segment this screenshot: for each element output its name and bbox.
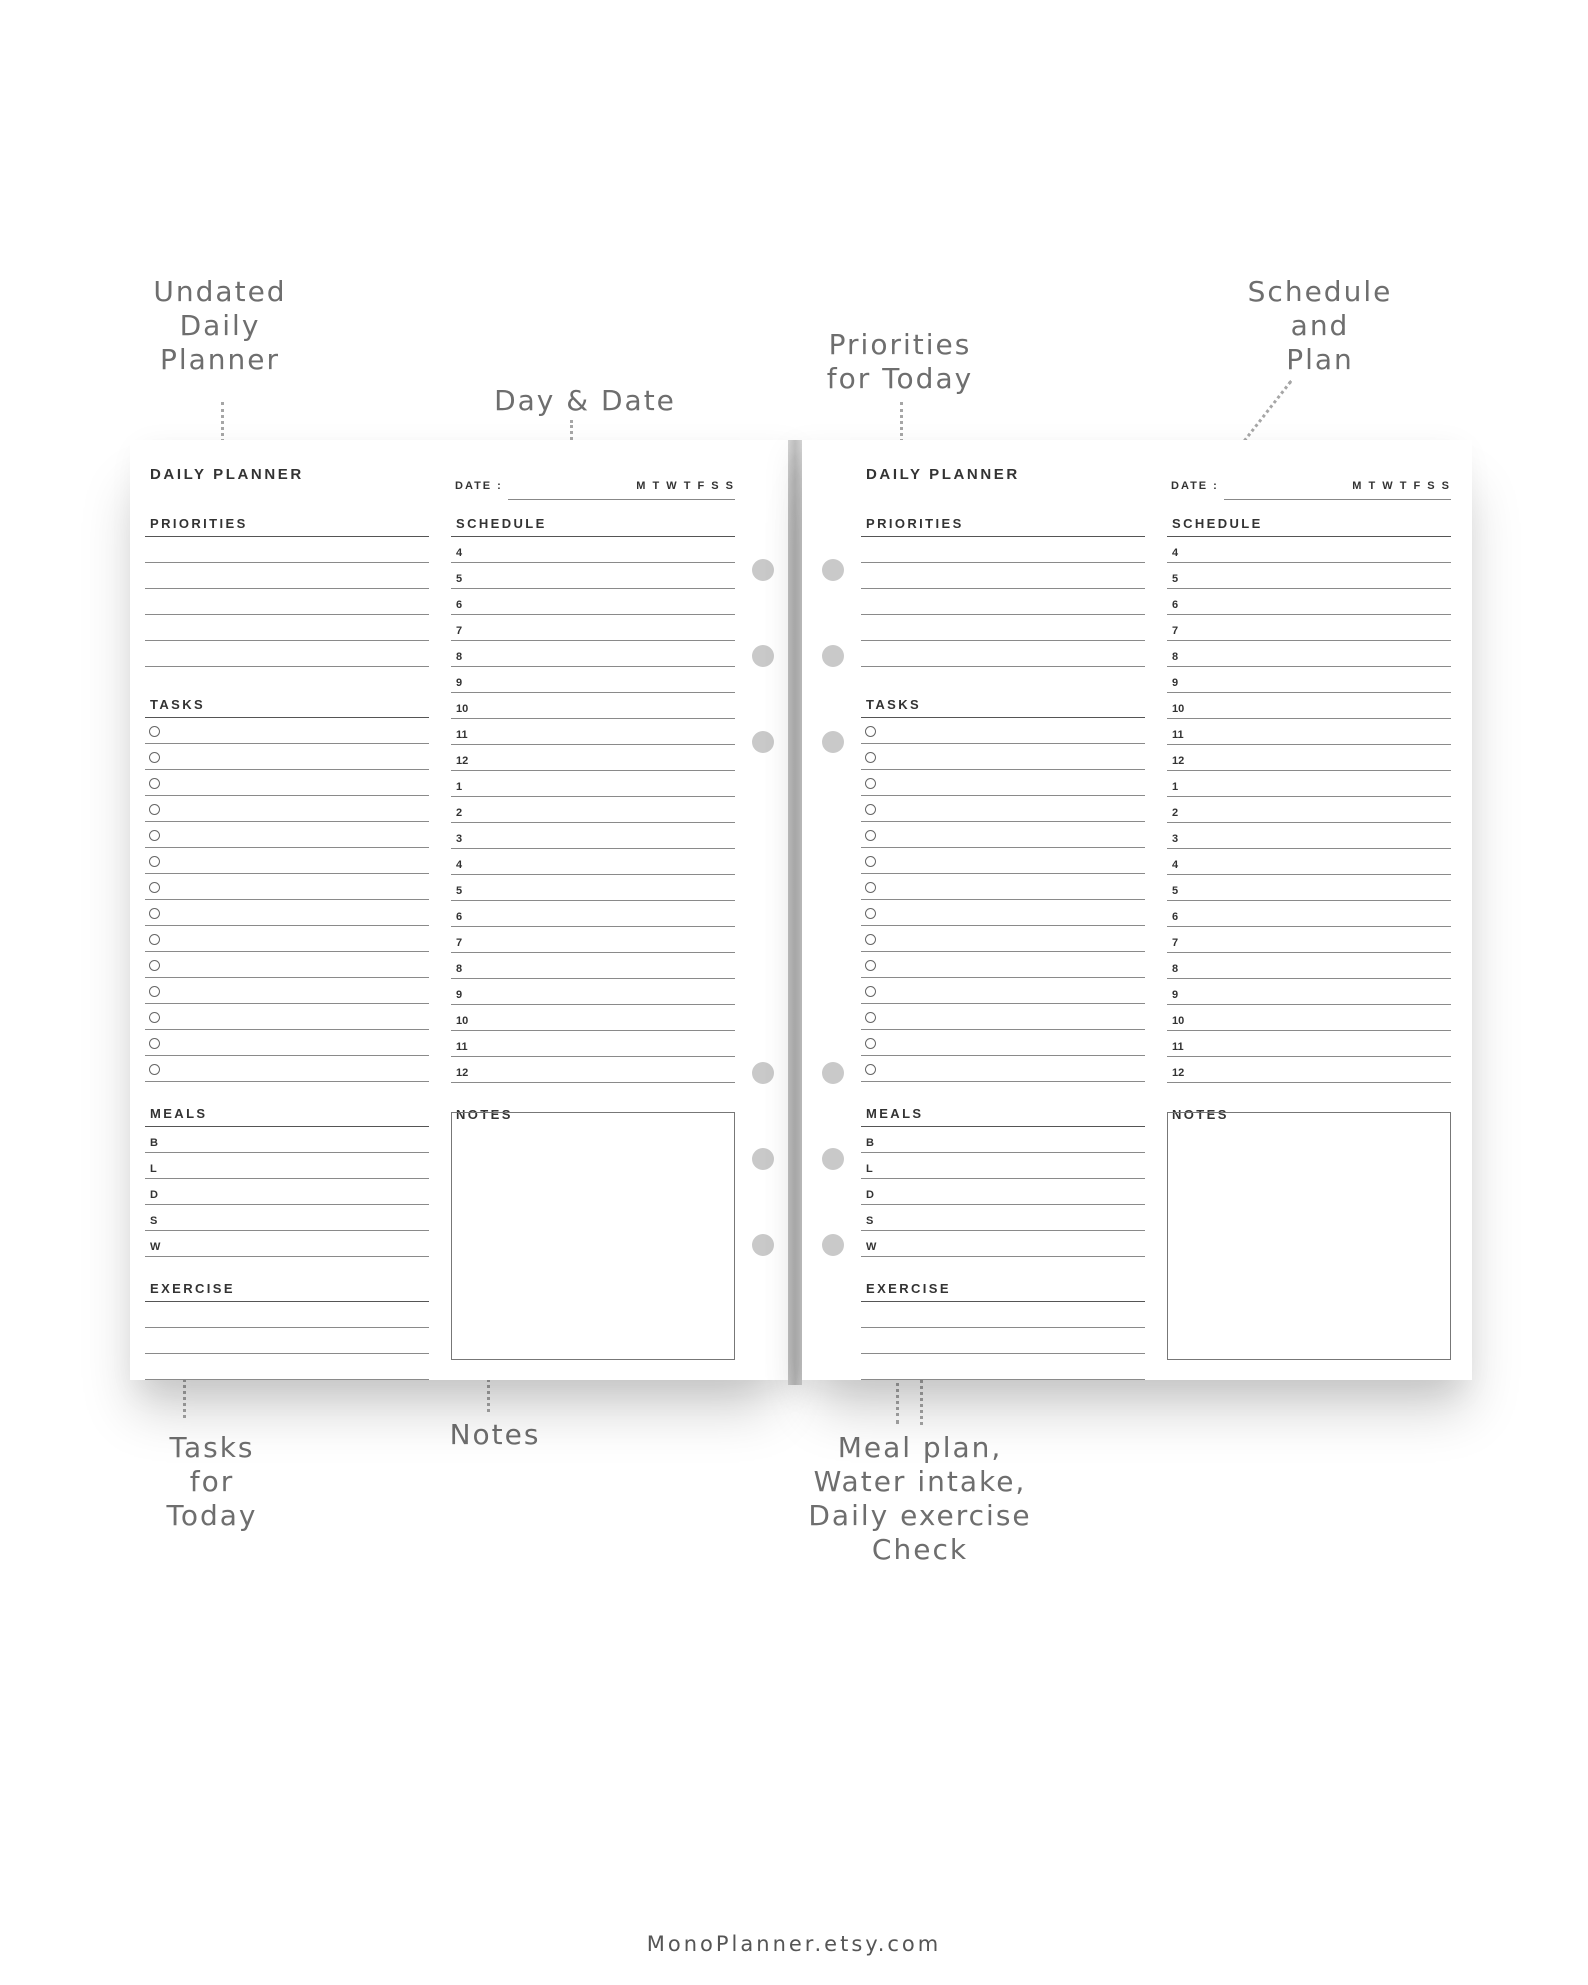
checkbox-circle-icon [865, 752, 876, 763]
schedule-row-label: 10 [456, 703, 469, 715]
binder-hole [822, 731, 844, 753]
checkbox-circle-icon [865, 1064, 876, 1075]
schedule-row-label: 12 [456, 1067, 469, 1079]
meal-row-label: S [866, 1215, 874, 1227]
priority-row [145, 589, 429, 615]
schedule-row-label: 8 [1172, 651, 1179, 663]
checkbox-circle-icon [149, 778, 160, 789]
task-row [145, 978, 429, 1004]
schedule-row [1167, 953, 1451, 979]
footer-url: MonoPlanner.etsy.com [646, 1932, 942, 1956]
task-row [861, 718, 1145, 744]
meals-list [145, 1127, 429, 1257]
meal-row-label: L [866, 1163, 873, 1175]
schedule-row-label: 9 [1172, 677, 1179, 689]
task-row [861, 1056, 1145, 1082]
task-row [145, 952, 429, 978]
exercise-row [861, 1328, 1145, 1354]
right-page [802, 440, 1472, 1380]
meal-row [145, 1153, 429, 1179]
schedule-row [451, 563, 735, 589]
meal-row [145, 1231, 429, 1257]
checkbox-circle-icon [865, 960, 876, 971]
checkbox-circle-icon [865, 986, 876, 997]
schedule-row [1167, 927, 1451, 953]
schedule-column [1167, 516, 1451, 1127]
exercise-row [145, 1328, 429, 1354]
binder-spine [788, 440, 802, 1385]
date-line [508, 499, 735, 500]
priority-row [861, 615, 1145, 641]
meal-row-label: W [150, 1241, 161, 1253]
meal-row-label: D [150, 1189, 158, 1201]
schedule-row [451, 1005, 735, 1031]
schedule-row [1167, 1005, 1451, 1031]
schedule-row [1167, 1057, 1451, 1083]
schedule-row [1167, 901, 1451, 927]
schedule-row-label: 6 [1172, 599, 1179, 611]
schedule-row [1167, 979, 1451, 1005]
schedule-row-label: 8 [456, 651, 463, 663]
schedule-row [1167, 667, 1451, 693]
task-row [145, 1004, 429, 1030]
schedule-row-label: 10 [456, 1015, 469, 1027]
checkbox-circle-icon [149, 882, 160, 893]
schedule-row-label: 4 [1172, 859, 1179, 871]
checkbox-circle-icon [149, 726, 160, 737]
schedule-row [451, 693, 735, 719]
binder-hole [752, 1062, 774, 1084]
schedule-row-label: 5 [1172, 885, 1179, 897]
schedule-row-label: 9 [1172, 989, 1179, 1001]
priority-row [861, 641, 1145, 667]
schedule-row-label: 12 [1172, 755, 1185, 767]
binder-hole [752, 1148, 774, 1170]
callout-priorities: Priorities for Today [826, 328, 974, 395]
checkbox-circle-icon [865, 934, 876, 945]
task-row [145, 900, 429, 926]
task-row [861, 744, 1145, 770]
left-page [130, 440, 788, 1380]
task-row [145, 718, 429, 744]
checkbox-circle-icon [865, 726, 876, 737]
schedule-label: SCHEDULE [1172, 516, 1263, 531]
planner-title: DAILY PLANNER [150, 466, 304, 483]
meal-row-label: S [150, 1215, 158, 1227]
schedule-row [451, 1031, 735, 1057]
exercise-row [861, 1354, 1145, 1380]
schedule-row [451, 771, 735, 797]
notes-box [451, 1112, 735, 1360]
notes-label: NOTES [456, 1107, 513, 1122]
tasks-list [145, 718, 429, 1082]
callout-notes: Notes [449, 1418, 541, 1451]
schedule-row [451, 745, 735, 771]
meal-row [861, 1153, 1145, 1179]
meal-row-label: D [866, 1189, 874, 1201]
date-line [1224, 499, 1451, 500]
date-label: DATE : [1171, 480, 1219, 492]
schedule-row-label: 10 [1172, 703, 1185, 715]
schedule-row-label: 11 [1172, 729, 1184, 741]
schedule-row-label: 4 [456, 547, 463, 559]
schedule-row [451, 849, 735, 875]
task-row [145, 874, 429, 900]
checkbox-circle-icon [149, 830, 160, 841]
priorities-label: PRIORITIES [150, 516, 248, 531]
schedule-row-label: 10 [1172, 1015, 1185, 1027]
task-row [861, 926, 1145, 952]
schedule-row-label: 11 [456, 1041, 468, 1053]
checkbox-circle-icon [149, 986, 160, 997]
task-row [861, 848, 1145, 874]
schedule-row-label: 7 [456, 625, 463, 637]
left-column [145, 516, 429, 1380]
schedule-row [1167, 563, 1451, 589]
callout-tasks: Tasks for Today [166, 1431, 258, 1532]
left-column [861, 516, 1145, 1380]
checkbox-circle-icon [865, 908, 876, 919]
checkbox-circle-icon [865, 856, 876, 867]
meal-row [145, 1205, 429, 1231]
callout-schedule: Schedule and Plan [1247, 275, 1393, 376]
priorities-list [861, 537, 1145, 667]
schedule-row [1167, 823, 1451, 849]
meal-row-label: B [150, 1137, 158, 1149]
schedule-row [1167, 589, 1451, 615]
priority-row [145, 615, 429, 641]
binder-hole [822, 1234, 844, 1256]
schedule-row-label: 6 [456, 911, 463, 923]
checkbox-circle-icon [149, 1038, 160, 1049]
schedule-list [1167, 537, 1451, 1083]
schedule-row [451, 875, 735, 901]
exercise-list [145, 1302, 429, 1380]
exercise-list [861, 1302, 1145, 1380]
binder-hole [822, 645, 844, 667]
schedule-row [451, 719, 735, 745]
schedule-row [451, 901, 735, 927]
schedule-row [451, 641, 735, 667]
meal-row-label: B [866, 1137, 874, 1149]
schedule-row-label: 5 [456, 885, 463, 897]
meal-row [145, 1127, 429, 1153]
binder-hole [752, 1234, 774, 1256]
schedule-row-label: 6 [1172, 911, 1179, 923]
schedule-row-label: 1 [1172, 781, 1179, 793]
notes-box [1167, 1112, 1451, 1360]
checkbox-circle-icon [865, 804, 876, 815]
schedule-row [1167, 849, 1451, 875]
checkbox-circle-icon [149, 804, 160, 815]
schedule-row-label: 9 [456, 677, 463, 689]
schedule-row [1167, 693, 1451, 719]
task-row [861, 796, 1145, 822]
task-row [145, 1056, 429, 1082]
checkbox-circle-icon [865, 1012, 876, 1023]
priority-row [861, 563, 1145, 589]
priority-row [145, 537, 429, 563]
task-row [861, 874, 1145, 900]
binder-hole [822, 1148, 844, 1170]
meals-label: MEALS [150, 1106, 208, 1121]
checkbox-circle-icon [149, 960, 160, 971]
schedule-row-label: 12 [1172, 1067, 1185, 1079]
planner-title: DAILY PLANNER [866, 466, 1020, 483]
exercise-label: EXERCISE [150, 1281, 235, 1296]
schedule-row [1167, 537, 1451, 563]
schedule-row-label: 5 [456, 573, 463, 585]
schedule-row [1167, 615, 1451, 641]
schedule-row [1167, 745, 1451, 771]
task-row [145, 796, 429, 822]
task-row [861, 1030, 1145, 1056]
schedule-row-label: 12 [456, 755, 469, 767]
schedule-row-label: 2 [1172, 807, 1179, 819]
schedule-row [1167, 771, 1451, 797]
task-row [861, 770, 1145, 796]
schedule-row [451, 1057, 735, 1083]
date-bar [1171, 480, 1451, 492]
meals-label: MEALS [866, 1106, 924, 1121]
task-row [861, 1004, 1145, 1030]
binder-hole [822, 559, 844, 581]
binder-hole [822, 1062, 844, 1084]
schedule-row-label: 7 [1172, 937, 1179, 949]
tasks-label: TASKS [150, 697, 206, 712]
schedule-row-label: 3 [456, 833, 463, 845]
schedule-row-label: 4 [456, 859, 463, 871]
task-row [861, 900, 1145, 926]
callout-undated-daily-planner: Undated Daily Planner [153, 275, 287, 376]
priority-row [145, 641, 429, 667]
meal-row [861, 1205, 1145, 1231]
binder-hole [752, 559, 774, 581]
schedule-row [451, 537, 735, 563]
schedule-row [451, 615, 735, 641]
task-row [145, 744, 429, 770]
priorities-list [145, 537, 429, 667]
schedule-row [1167, 719, 1451, 745]
schedule-row-label: 11 [456, 729, 468, 741]
tasks-label: TASKS [866, 697, 922, 712]
schedule-row-label: 8 [456, 963, 463, 975]
schedule-row-label: 9 [456, 989, 463, 1001]
checkbox-circle-icon [149, 856, 160, 867]
schedule-row [451, 667, 735, 693]
weekday-selector: M T W T F S S [1352, 480, 1451, 492]
meal-row [145, 1179, 429, 1205]
schedule-row-label: 7 [1172, 625, 1179, 637]
callout-day-date: Day & Date [494, 384, 676, 417]
checkbox-circle-icon [865, 882, 876, 893]
binder-hole [752, 645, 774, 667]
schedule-row [1167, 1031, 1451, 1057]
exercise-row [145, 1302, 429, 1328]
checkbox-circle-icon [149, 752, 160, 763]
schedule-row-label: 5 [1172, 573, 1179, 585]
schedule-row-label: 4 [1172, 547, 1179, 559]
schedule-label: SCHEDULE [456, 516, 547, 531]
notes-label: NOTES [1172, 1107, 1229, 1122]
schedule-row-label: 3 [1172, 833, 1179, 845]
schedule-row [451, 979, 735, 1005]
priorities-label: PRIORITIES [866, 516, 964, 531]
checkbox-circle-icon [149, 908, 160, 919]
task-row [145, 1030, 429, 1056]
task-row [861, 978, 1145, 1004]
schedule-column [451, 516, 735, 1127]
meal-row [861, 1179, 1145, 1205]
weekday-selector: M T W T F S S [636, 480, 735, 492]
task-row [145, 770, 429, 796]
meals-list [861, 1127, 1145, 1257]
schedule-row-label: 7 [456, 937, 463, 949]
tasks-list [861, 718, 1145, 1082]
schedule-row [451, 589, 735, 615]
schedule-row-label: 2 [456, 807, 463, 819]
exercise-label: EXERCISE [866, 1281, 951, 1296]
task-row [145, 848, 429, 874]
date-bar [455, 480, 735, 492]
schedule-row-label: 11 [1172, 1041, 1184, 1053]
meal-row [861, 1127, 1145, 1153]
priority-row [861, 589, 1145, 615]
schedule-row-label: 8 [1172, 963, 1179, 975]
schedule-row-label: 6 [456, 599, 463, 611]
task-row [145, 822, 429, 848]
checkbox-circle-icon [149, 1012, 160, 1023]
exercise-row [145, 1354, 429, 1380]
priority-row [861, 537, 1145, 563]
priority-row [145, 563, 429, 589]
callout-meals-exercise: Meal plan, Water intake, Daily exercise Check [808, 1431, 1032, 1566]
checkbox-circle-icon [865, 778, 876, 789]
exercise-row [861, 1302, 1145, 1328]
checkbox-circle-icon [865, 1038, 876, 1049]
schedule-row [451, 927, 735, 953]
schedule-row [451, 953, 735, 979]
binder-hole [752, 731, 774, 753]
checkbox-circle-icon [865, 830, 876, 841]
meal-row-label: L [150, 1163, 157, 1175]
schedule-list [451, 537, 735, 1083]
task-row [861, 952, 1145, 978]
schedule-row [451, 823, 735, 849]
schedule-row-label: 1 [456, 781, 463, 793]
task-row [861, 822, 1145, 848]
schedule-row [1167, 875, 1451, 901]
date-label: DATE : [455, 480, 503, 492]
schedule-row [1167, 797, 1451, 823]
schedule-row [1167, 641, 1451, 667]
task-row [145, 926, 429, 952]
checkbox-circle-icon [149, 1064, 160, 1075]
meal-row-label: W [866, 1241, 877, 1253]
meal-row [861, 1231, 1145, 1257]
checkbox-circle-icon [149, 934, 160, 945]
schedule-row [451, 797, 735, 823]
